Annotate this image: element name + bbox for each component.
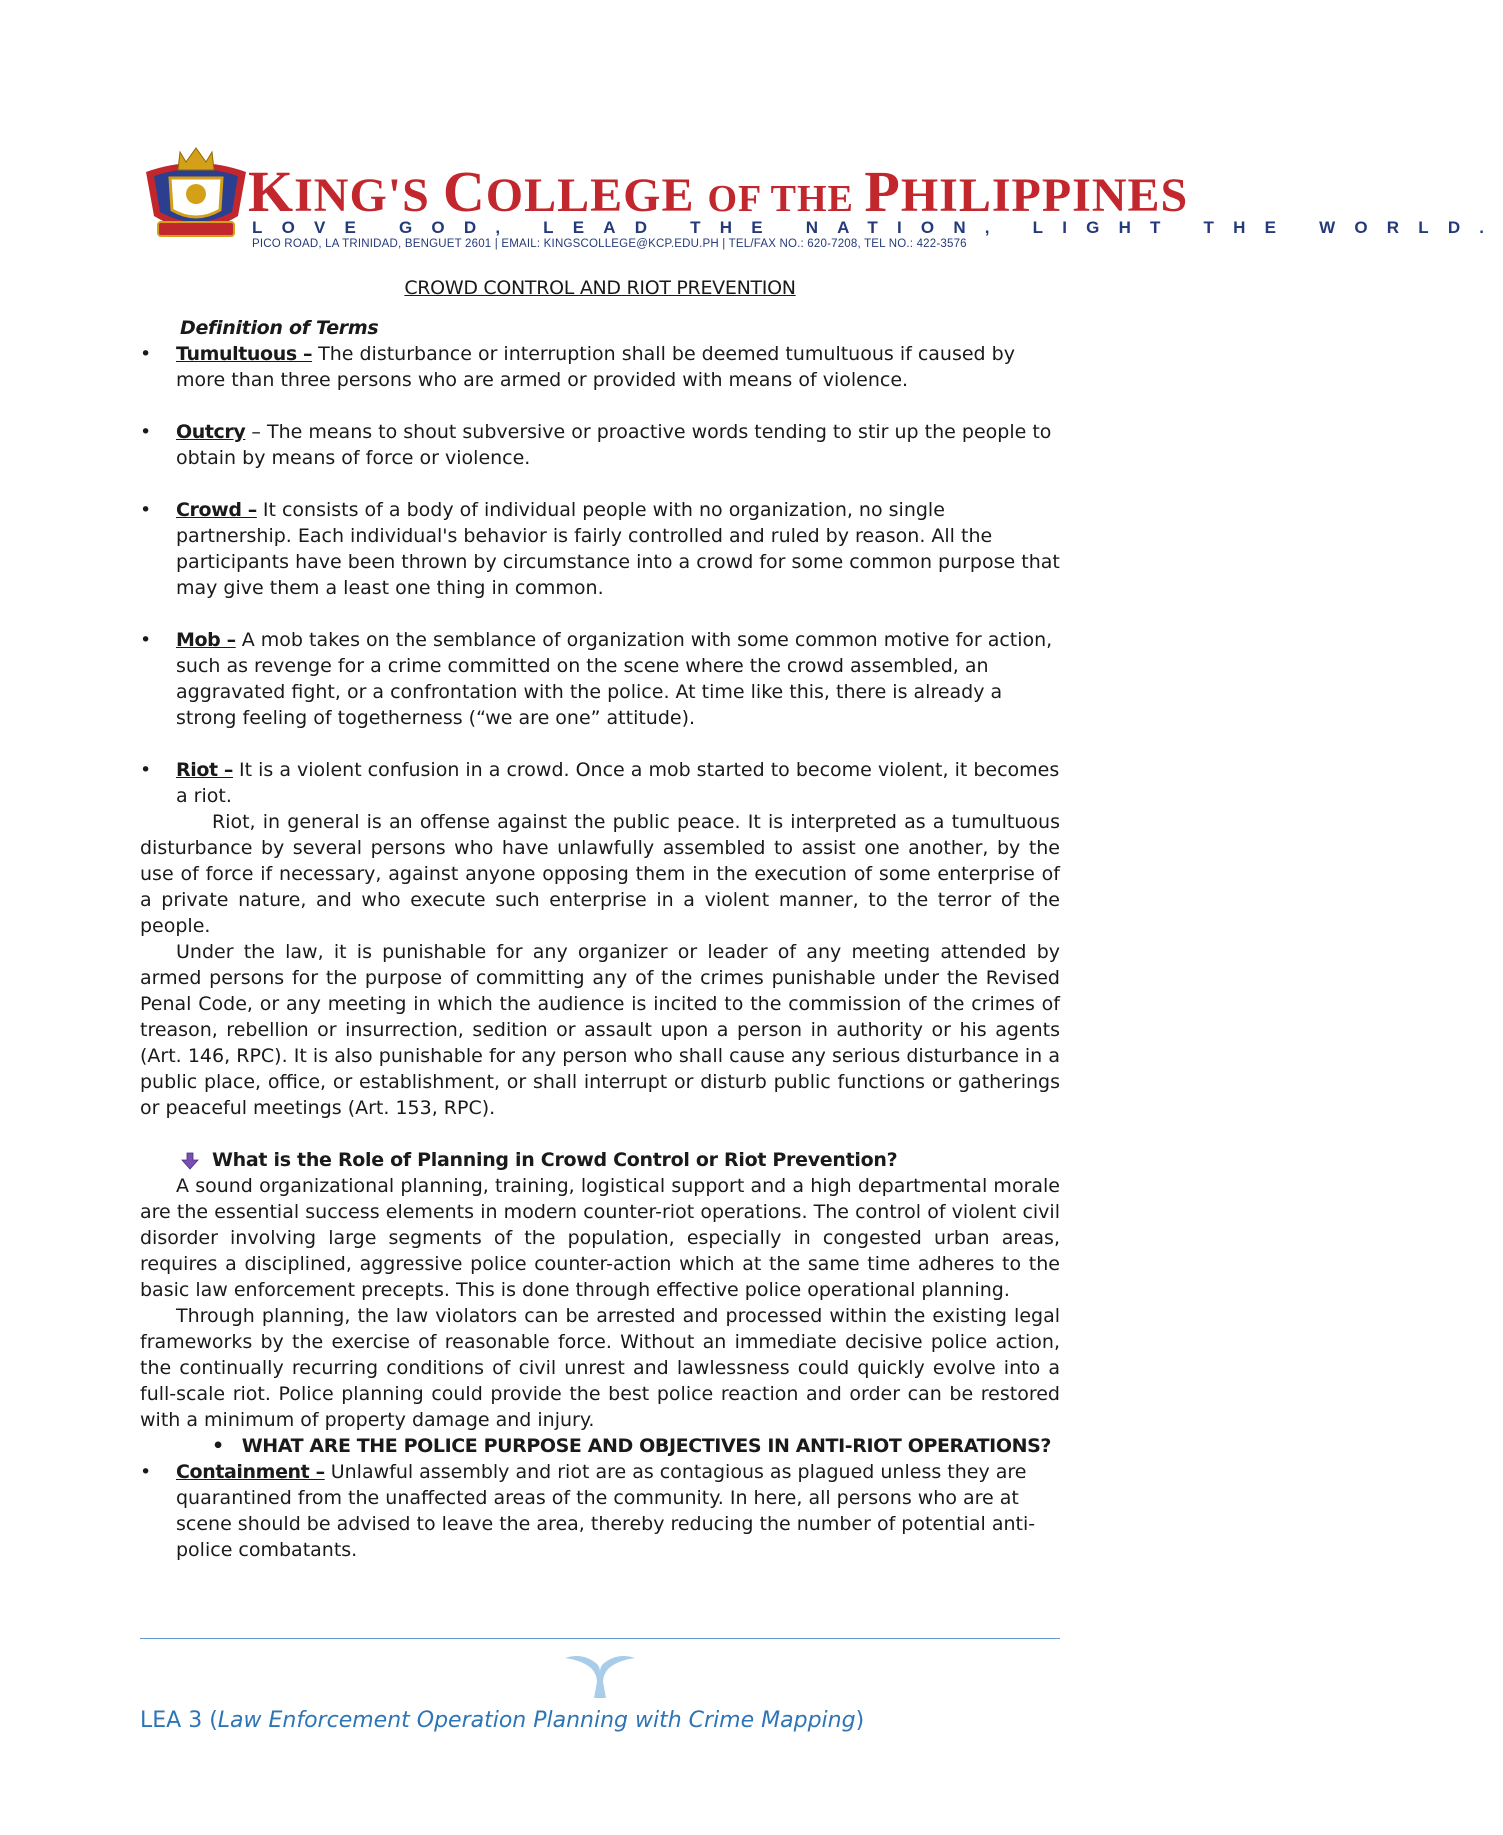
footer-course-label: LEA 3 (Law Enforcement Operation Planning with Crime Mapping) xyxy=(140,1708,865,1733)
bullet: • xyxy=(140,1461,152,1483)
bullet: • xyxy=(140,759,152,781)
definition-term: Containment – xyxy=(176,1461,325,1483)
college-address: PICO ROAD, LA TRINIDAD, BENGUET 2601 | EMAIL: KINGSCOLLEGE@KCP.EDU.PH | TEL/FAX NO.: 620-7208, TEL NO.: 422-3576 xyxy=(252,238,967,250)
bullet: • xyxy=(140,343,152,365)
definition-term: Riot – xyxy=(176,759,233,781)
college-seal-icon xyxy=(140,138,252,248)
definition-item xyxy=(140,341,1060,393)
section-heading: What is the Role of Planning in Crowd Control or Riot Prevention? xyxy=(140,1147,1060,1173)
definition-item xyxy=(140,757,1060,809)
college-motto: LOVE GOD, LEAD THE NATION, LIGHT THE WORLD. xyxy=(252,218,1503,237)
college-name: KING'S COLLEGE OF THE PHILIPPINES xyxy=(248,159,1189,224)
definition-text: – The means to shout subversive or proactive words tending to stir up the people to obtain by means of force or violence. xyxy=(176,421,1052,469)
definition-term: Crowd – xyxy=(176,499,257,521)
definition-text: A mob takes on the semblance of organization with some common motive for action, such as revenge for a crime committed on the scene where the crowd assembled, an aggravated fight, or a confrontation with the police. At time like this, there is already a strong feeling of togetherness (“we are one” attitude). xyxy=(176,629,1053,729)
bullet: • xyxy=(140,499,152,521)
page-title: CROWD CONTROL AND RIOT PREVENTION xyxy=(404,277,796,299)
definition-text: It is a violent confusion in a crowd. Once a mob started to become violent, it becomes a riot. xyxy=(176,759,1060,807)
definition-term: Mob – xyxy=(176,629,236,651)
riot-paragraph: Riot, in general is an offense against the public peace. It is interpreted as a tumultuous disturbance by several persons who have unlawfully assembled to assist one another, by the use of force if necessary, against anyone opposing them in the execution of some enterprise of a private nature, and who execute such enterprise in a violent manner, to the terror of the people. xyxy=(140,811,1060,937)
bullet: • xyxy=(212,1435,224,1457)
definition-term: Outcry xyxy=(176,421,246,443)
role-paragraph: Through planning, the law violators can be arrested and processed within the existing legal frameworks by the exercise of reasonable force. Without an immediate decisive police action, the continually recurring conditions of civil unrest and lawlessness could quickly evolve into a full-scale riot. Police planning could provide the best police reaction and order can be restored with a minimum of property damage and injury. xyxy=(140,1305,1060,1431)
definition-item xyxy=(140,1459,1060,1563)
role-paragraph: A sound organizational planning, training, logistical support and a high departmental morale are the essential success elements in modern counter-riot operations. The control of violent civil disorder involving large segments of the population, especially in congested urban areas, requires a disciplined, aggressive police counter-action which at the same time adheres to the basic law enforcement precepts. This is done through effective police operational planning. xyxy=(140,1175,1060,1301)
objectives-heading: • WHAT ARE THE POLICE PURPOSE AND OBJECTIVES IN ANTI-RIOT OPERATIONS? xyxy=(212,1435,1051,1457)
definition-term: Tumultuous – xyxy=(176,343,313,365)
section-subhead: Definition of Terms xyxy=(180,317,379,339)
arrow-down-icon xyxy=(181,1152,199,1170)
footer-divider xyxy=(140,1638,1060,1639)
riot-paragraph: Under the law, it is punishable for any organizer or leader of any meeting attended by armed persons for the purpose of committing any of the crimes punishable under the Revised Penal Code, or any meeting in which the audience is incited to the commission of the crimes of treason, rebellion or insurrection, sedition or assault upon a person in authority or his agents (Art. 146, RPC). It is also punishable for any person who shall cause any serious disturbance in a public place, office, or establishment, or shall interrupt or disturb public functions or gatherings or peaceful meetings (Art. 153, RPC). xyxy=(140,941,1060,1119)
letterhead xyxy=(140,138,1503,250)
bullet: • xyxy=(140,629,152,651)
definition-item xyxy=(140,497,1060,601)
definition-text: It consists of a body of individual people with no organization, no single partnership. Each individual's behavior is fairly controlled and ruled by reason. All the participants have been thrown by circumstance into a crowd for some common purpose that may give them a least one thing in common. xyxy=(176,499,1060,599)
bullet: • xyxy=(140,421,152,443)
definition-item xyxy=(140,627,1060,731)
definition-text: The disturbance or interruption shall be deemed tumultuous if caused by more than three persons who are armed or provided with means of violence. xyxy=(176,343,1015,391)
footer-ornament-icon xyxy=(563,1652,637,1700)
document-body xyxy=(140,275,1060,1563)
definition-item xyxy=(140,419,1060,471)
definition-text: Unlawful assembly and riot are as contagious as plagued unless they are quarantined from the unaffected areas of the community. In here, all persons who are at scene should be advised to leave the area, thereby reducing the number of potential anti-police combatants. xyxy=(176,1461,1036,1561)
